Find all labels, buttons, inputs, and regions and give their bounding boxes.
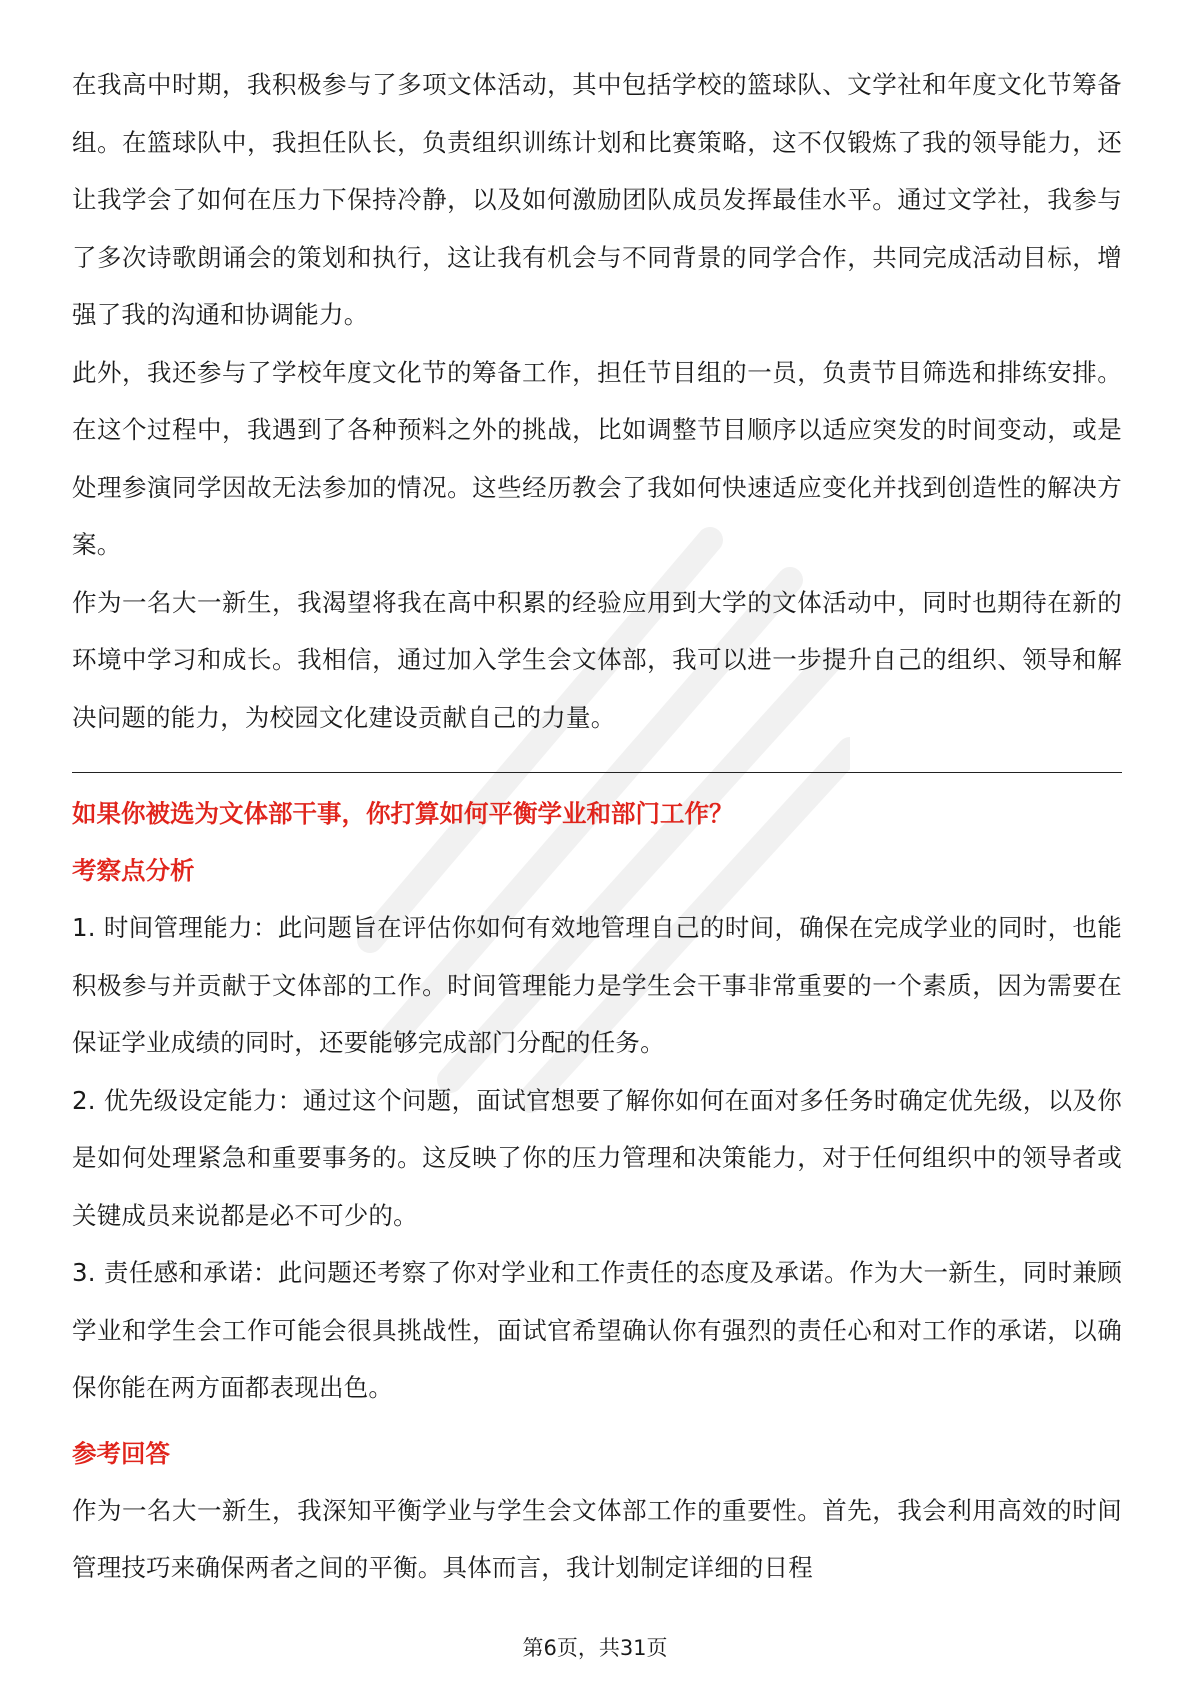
answer-heading: 参考回答 xyxy=(72,1438,170,1468)
body-paragraph-2: 此外，我还参与了学校年度文化节的筹备工作，担任节目组的一员，负责节目筛选和排练安排。在这个过程中，我遇到了各种预料之外的挑战，比如调整节目顺序以适应突发的时间变动，或是处理参演同学因故无法参加的情况。这些经历教会了我如何快速适应变化并找到创造性的解决方案。 xyxy=(72,357,1122,559)
page-footer: 第6页，共31页 xyxy=(522,1636,668,1660)
body-paragraph-1: 在我高中时期，我积极参与了多项文体活动，其中包括学校的篮球队、文学社和年度文化节筹备组。在篮球队中，我担任队长，负责组织训练计划和比赛策略，这不仅锻炼了我的领导能力，还让我学会了如何在压力下保持冷静，以及如何激励团队成员发挥最佳水平。通过文学社，我参与了多次诗歌朗诵会的策划和执行，这让我有机会与不同背景的同学合作，共同完成活动目标，增强了我的沟通和协调能力。 xyxy=(72,70,1122,329)
analysis-heading: 考察点分析 xyxy=(72,856,195,885)
interview-question: 如果你被选为文体部干事，你打算如何平衡学业和部门工作？ xyxy=(72,799,734,828)
analysis-point-1: 1. 时间管理能力：此问题旨在评估你如何有效地管理自己的时间，确保在完成学业的同时，也能积极参与并贡献于文体部的工作。时间管理能力是学生会干事非常重要的一个素质，因为需要在保证学业成绩的同时，还要能够完成部门分配的任务。 xyxy=(72,913,1122,1057)
document-page xyxy=(72,56,1122,1597)
analysis-point-2: 2. 优先级设定能力：通过这个问题，面试官想要了解你如何在面对多任务时确定优先级，以及你是如何处理紧急和重要事务的。这反映了你的压力管理和决策能力，对于任何组织中的领导者或关键成员来说都是必不可少的。 xyxy=(72,1085,1122,1230)
answer-text: 作为一名大一新生，我深知平衡学业与学生会文体部工作的重要性。首先，我会利用高效的时间管理技巧来确保两者之间的平衡。具体而言，我计划制定详细的日程 xyxy=(72,1495,1122,1582)
analysis-point-3: 3. 责任感和承诺：此问题还考察了你对学业和工作责任的态度及承诺。作为大一新生，同时兼顾学业和学生会工作可能会很具挑战性，面试官希望确认你有强烈的责任心和对工作的承诺，以确保你能在两方面都表现出色。 xyxy=(72,1258,1122,1402)
section-divider xyxy=(72,772,1122,773)
body-paragraph-3: 作为一名大一新生，我渴望将我在高中积累的经验应用到大学的文体活动中，同时也期待在新的环境中学习和成长。我相信，通过加入学生会文体部，我可以进一步提升自己的组织、领导和解决问题的能力，为校园文化建设贡献自己的力量。 xyxy=(72,587,1122,732)
